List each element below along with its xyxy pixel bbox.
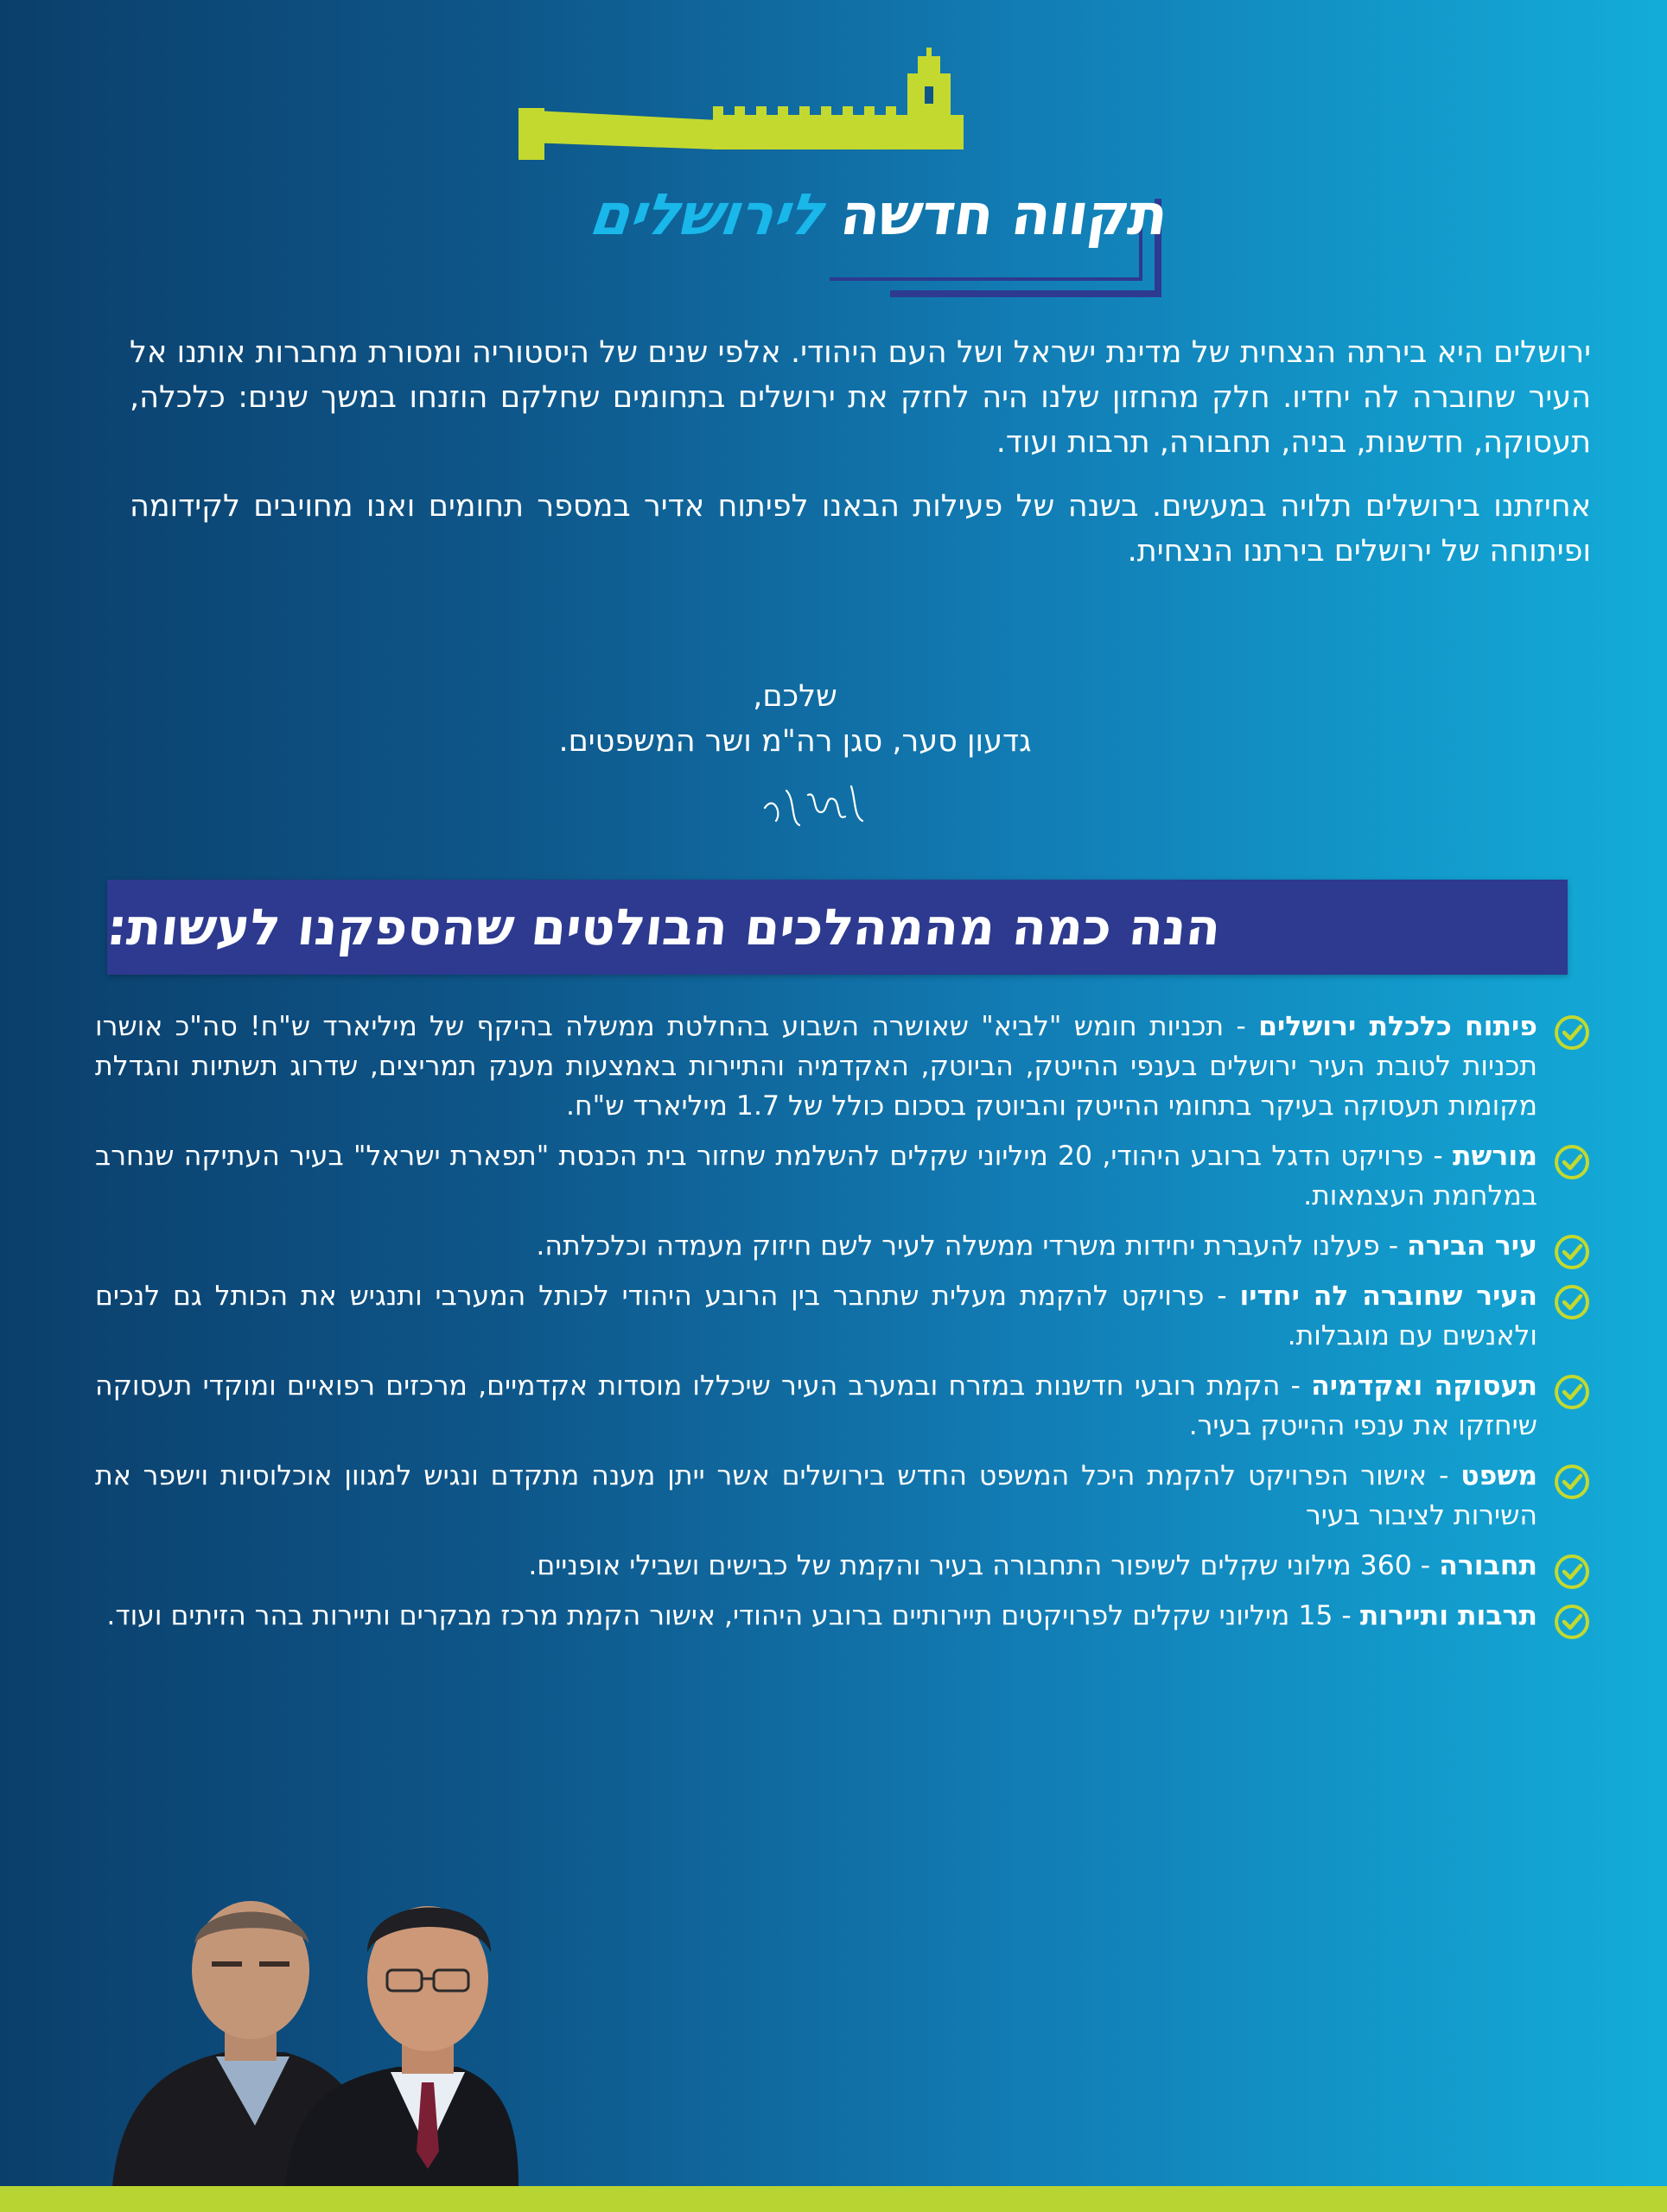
achievement-text: - פעלנו להעברת יחידות משרדי ממשלה לעיר לשם חיזוק מעמדה וכלכלתה. [536,1230,1408,1262]
signoff-greeting: שלכם, [753,679,837,714]
check-circle-icon [1553,1014,1591,1052]
logo-title [585,181,1171,248]
achievement-text: - 15 מיליוני שקלים לפרויקטים תיירותיים ברובע היהודי, אישור הקמת מרכז מבקרים ותיירות בהר הזיתים ועוד. [106,1600,1360,1631]
achievement-item [95,1366,1591,1446]
achievement-title: תרבות ותיירות [1359,1600,1537,1631]
achievement-item [95,1456,1591,1535]
intro-paragraph-2: אחיזתנו בירושלים תלויה במעשים. בשנה של פעילות הבאנו לפיתוח אדיר במספר תחומים ואנו מחויבים לקידומה ופיתוחה של ירושלים בירתנו הנצחית. [130,489,1591,569]
bottom-accent-bar [0,2186,1667,2212]
intro-paragraph-1: ירושלים היא בירתה הנצחית של מדינת ישראל ושל העם היהודי. אלפי שנים של היסטוריה ומסורת מחברות אותנו אל העיר שחוברה לה יחדיו. חלק מהחזון שלנו היה לחזק את ירושלים בתחומים שחלקם הוזנחו במשך שנים: כלכלה, תעסוקה, חדשנות, בניה, תחבורה, תרבות ועוד. [130,335,1591,460]
achievement-title: משפט [1460,1460,1537,1491]
achievement-title: עיר הבירה [1407,1230,1537,1262]
portrait-right [285,1906,519,2186]
handwritten-signature [760,773,873,834]
achievement-title: תחבורה [1439,1550,1537,1581]
jerusalem-tower-wall-icon [519,48,1175,298]
portraits-photo [112,1840,519,2186]
achievement-item [95,1007,1591,1126]
achievement-text: - תכניות חומש "לביא" שאושרה השבוע בהחלטת ממשלה בהיקף של מיליארד ש"ח! סה"כ אושרו תכניות לטובת העיר ירושלים בענפי ההייטק, הביוטק, האקדמיה והתיירות באמצעות מענק תמריצים, שדרוג תשתיות והגדלת מקומות תעסוקה בעיקר בתחומי ההייטק והביוטק בסכום כולל של 1.7 מיליארד ש"ח. [95,1011,1537,1122]
achievement-item [95,1546,1591,1586]
achievements-list [95,1007,1591,1646]
achievement-title: מורשת [1453,1141,1537,1172]
achievement-item [95,1276,1591,1356]
achievement-title: תעסוקה ואקדמיה [1311,1370,1537,1402]
signoff-name-title: גדעון סער, סגן רה"מ ושר המשפטים. [558,724,1032,759]
achievement-text: - פרויקט הדגל ברובע היהודי, 20 מיליוני שקלים להשלמת שחזור בית הכנסת "תפארת ישראל" בעיר העתיקה שנחרב במלחמת העצמאות. [95,1141,1537,1211]
achievement-text: - 360 מילוני שקלים לשיפור התחבורה בעיר והקמת של כבישים ושבילי אופניים. [528,1550,1440,1581]
achievement-item [95,1226,1591,1266]
achievement-title: פיתוח כלכלת ירושלים [1258,1011,1537,1042]
check-circle-icon [1553,1463,1591,1501]
check-circle-icon [1553,1373,1591,1411]
banner-heading: הנה כמה מהמהלכים הבולטים שהספקנו לעשות: [104,898,1225,957]
achievement-text: - אישור הפרויקט להקמת היכל המשפט החדש בירושלים אשר ייתן מענה מתקדם ונגיש למגוון אוכלוסיות וישפר את השירות לציבור בעיר [95,1460,1537,1531]
logo-title-city: לירושלים [585,181,827,248]
achievement-text: - פרויקט להקמת מעלית שתחבר בין הרובע היהודי לכותל המערבי ותנגיש את הכותל גם לנכים ולאנשים עם מוגבלות. [95,1281,1537,1351]
check-circle-icon [1553,1283,1591,1321]
check-circle-icon [1553,1603,1591,1641]
logo-title-main: תקווה חדשה [836,181,1172,248]
check-circle-icon [1553,1553,1591,1591]
check-circle-icon [1553,1233,1591,1271]
achievement-title: העיר שחוברה לה יחדיו [1239,1281,1537,1312]
signoff [484,674,1106,764]
achievement-item [95,1136,1591,1216]
achievements-banner [104,880,1568,975]
achievement-item [95,1596,1591,1636]
check-circle-icon [1553,1143,1591,1181]
intro-text [130,330,1591,593]
achievement-text: - הקמת רובעי חדשנות במזרח ובמערב העיר שיכללו מוסדות אקדמיים, מרכזים רפואיים ומוקדי תעסוקה שיחזקו את ענפי ההייטק בעיר. [95,1370,1537,1441]
logo [519,48,1175,298]
